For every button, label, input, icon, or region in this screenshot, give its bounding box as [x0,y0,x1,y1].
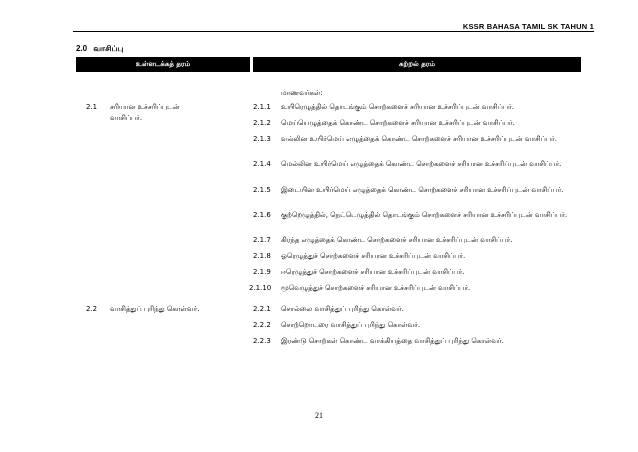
objective-code: 2.1.3 [253,135,271,143]
objective-code: 2.1.8 [253,252,271,260]
objective-text: மூவெழுத்துச் சொற்களைச் சரியான உச்சரிப்புடன் வாசிப்பர். [281,284,471,292]
objective-code: 2.2.1 [253,305,271,313]
objective-text: ஓரெழுத்துச் சொற்களைச் சரியான உச்சரிப்புடன் வாசிப்பர். [281,252,466,260]
intro-text: மாணவர்கள்: [281,89,323,97]
objective-text: வல்லின உயிர்மெய் எழுத்தைக் கொண்ட சொற்களைச் சரியான உச்சரிப்புடன் வாசிப்பர். [281,135,557,143]
section-name: வாசிப்பு [93,44,124,53]
section-number: 2.0 [76,44,88,53]
section-title [76,44,123,54]
objective-code: 2.1.6 [253,211,271,219]
objective-text: மெய்யெழுத்தைக் கொண்ட சொற்களைச் சரியான உச்சரிப்புடன் வாசிப்பர். [281,119,515,127]
column-header-learning-standard: கற்றல் தரம் [253,57,581,72]
objective-code: 2.2.3 [253,337,271,345]
objective-text: மெல்லின உயிர்மெய் எழுத்தைக் கொண்ட சொற்களைச் சரியான உச்சரிப்புடன் வாசிப்பர். [281,160,562,168]
standard-code: 2.1 [86,103,98,111]
objective-text: சொற்றொடரை வாசித்துப் புரிந்து கொள்வர். [281,321,421,329]
objective-code: 2.1.9 [253,268,271,276]
header-rule [73,31,594,32]
objective-code: 2.1.7 [253,236,271,244]
standard-text: வாசித்துப் புரிந்து கொள்வர். [110,305,200,313]
objective-text: இரண்டு சொற்கள் கொண்ட வாக்கியத்தை வாசித்துப் புரிந்து கொள்வர். [281,337,504,345]
standard-text: சரியான உச்சரிப்புடன் வாசிப்பர். [110,103,180,122]
objective-text: ஈரெழுத்துச் சொற்களைச் சரியான உச்சரிப்புடன் வாசிப்பர். [281,268,465,276]
objective-code: 2.2.2 [253,321,271,329]
objective-text: கிரந்த எழுத்தைக் கொண்ட சொற்களைச் சரியான உச்சரிப்புடன் வாசிப்பர். [281,236,513,244]
page-number: 21 [315,411,323,420]
objective-text: சொல்லை வாசித்துப் புரிந்து கொள்வர். [281,305,404,313]
page-header-title: KSSR BAHASA TAMIL SK TAHUN 1 [462,22,594,31]
objective-code: 2.1.4 [253,160,271,168]
objective-text: உயிரெழுத்தில் தொடங்கும் சொற்களைச் சரியான உச்சரிப்புடன் வாசிப்பர். [281,103,514,111]
standard-code: 2.2 [86,305,98,313]
column-header-content-standard: உள்ளடக்கத் தரம் [76,57,250,72]
objective-code: 2.1.1 [253,103,271,111]
objective-text: இடையின உயிர்மெய் எழுத்தைக் கொண்ட சொற்களைச் சரியான உச்சரிப்புடன் வாசிப்பர். [281,186,564,194]
objective-text: குற்றெழுத்தில், நெட்டெழுத்தில் தொடங்கும் சொற்களைச் சரியான உச்சரிப்புடன் வாசிப்பர். [281,211,568,219]
objective-code: 2.1.5 [253,186,271,194]
objective-code: 2.1.10 [249,284,272,292]
objective-code: 2.1.2 [253,119,271,127]
